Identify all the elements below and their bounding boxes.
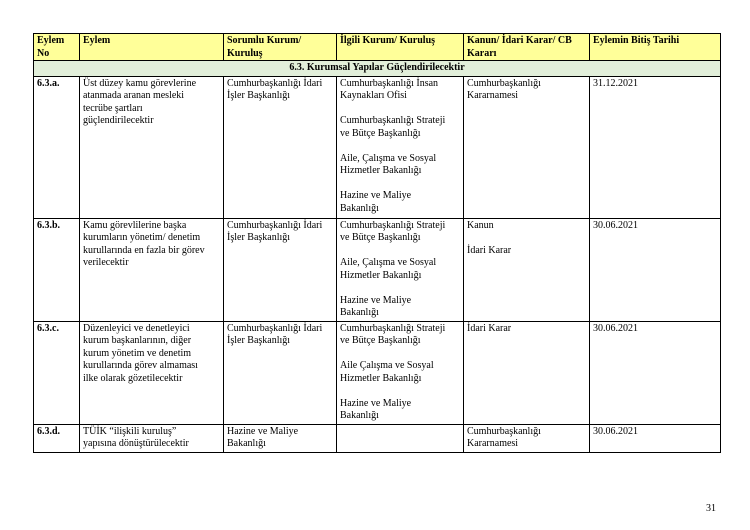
responsible-institution: Hazine ve Maliye Bakanlığı bbox=[224, 424, 337, 452]
header-ilgili-kurum: İlgili Kurum/ Kuruluş bbox=[337, 34, 464, 61]
section-row bbox=[34, 61, 721, 77]
legal-instrument: Kanun İdari Karar bbox=[464, 218, 590, 321]
action-description: Düzenleyici ve denetleyici kurum başkanlarının, diğer kurum yönetim ve denetim kurullarında görev almaması ilke olarak gözetilecektir bbox=[80, 321, 224, 424]
page-number: 31 bbox=[706, 503, 716, 514]
table-row bbox=[34, 218, 721, 321]
related-institutions: Cumhurbaşkanlığı Strateji ve Bütçe Başkanlığı Aile Çalışma ve Sosyal Hizmetler Bakanlığı Hazine ve Maliye Bakanlığı bbox=[337, 321, 464, 424]
header-kanun-karar: Kanun/ İdari Karar/ CB Kararı bbox=[464, 34, 590, 61]
header-sorumlu-kurum: Sorumlu Kurum/ Kuruluş bbox=[224, 34, 337, 61]
completion-date: 30.06.2021 bbox=[590, 218, 721, 321]
action-number: 6.3.a. bbox=[34, 76, 80, 218]
responsible-institution: Cumhurbaşkanlığı İdari İşler Başkanlığı bbox=[224, 321, 337, 424]
action-description: Üst düzey kamu görevlerine atanmada aranan mesleki tecrübe şartları güçlendirilecektir bbox=[80, 76, 224, 218]
action-description: Kamu görevlilerine başka kurumların yönetim/ denetim kurullarında en fazla bir görev verilecektir bbox=[80, 218, 224, 321]
table-row bbox=[34, 321, 721, 424]
responsible-institution: Cumhurbaşkanlığı İdari İşler Başkanlığı bbox=[224, 76, 337, 218]
related-institutions: Cumhurbaşkanlığı Strateji ve Bütçe Başkanlığı Aile, Çalışma ve Sosyal Hizmetler Bakanlığı Hazine ve Maliye Bakanlığı bbox=[337, 218, 464, 321]
completion-date: 31.12.2021 bbox=[590, 76, 721, 218]
table-header-row bbox=[34, 34, 721, 61]
related-institutions bbox=[337, 424, 464, 452]
completion-date: 30.06.2021 bbox=[590, 321, 721, 424]
completion-date: 30.06.2021 bbox=[590, 424, 721, 452]
header-eylem-no: Eylem No bbox=[34, 34, 80, 61]
header-bitis-tarihi: Eylemin Bitiş Tarihi bbox=[590, 34, 721, 61]
table-row bbox=[34, 424, 721, 452]
legal-instrument: Cumhurbaşkanlığı Kararnamesi bbox=[464, 424, 590, 452]
section-title: 6.3. Kurumsal Yapılar Güçlendirilecektir bbox=[34, 61, 721, 77]
header-eylem: Eylem bbox=[80, 34, 224, 61]
table-row bbox=[34, 76, 721, 218]
action-description: TÜİK “ilişkili kuruluş” yapısına dönüştürülecektir bbox=[80, 424, 224, 452]
action-number: 6.3.d. bbox=[34, 424, 80, 452]
action-number: 6.3.c. bbox=[34, 321, 80, 424]
action-number: 6.3.b. bbox=[34, 218, 80, 321]
related-institutions: Cumhurbaşkanlığı İnsan Kaynakları Ofisi Cumhurbaşkanlığı Strateji ve Bütçe Başkanlığı Aile, Çalışma ve Sosyal Hizmetler Bakanlığı Hazine ve Maliye Bakanlığı bbox=[337, 76, 464, 218]
legal-instrument: İdari Karar bbox=[464, 321, 590, 424]
legal-instrument: Cumhurbaşkanlığı Kararnamesi bbox=[464, 76, 590, 218]
responsible-institution: Cumhurbaşkanlığı İdari İşler Başkanlığı bbox=[224, 218, 337, 321]
action-plan-table bbox=[33, 33, 721, 453]
